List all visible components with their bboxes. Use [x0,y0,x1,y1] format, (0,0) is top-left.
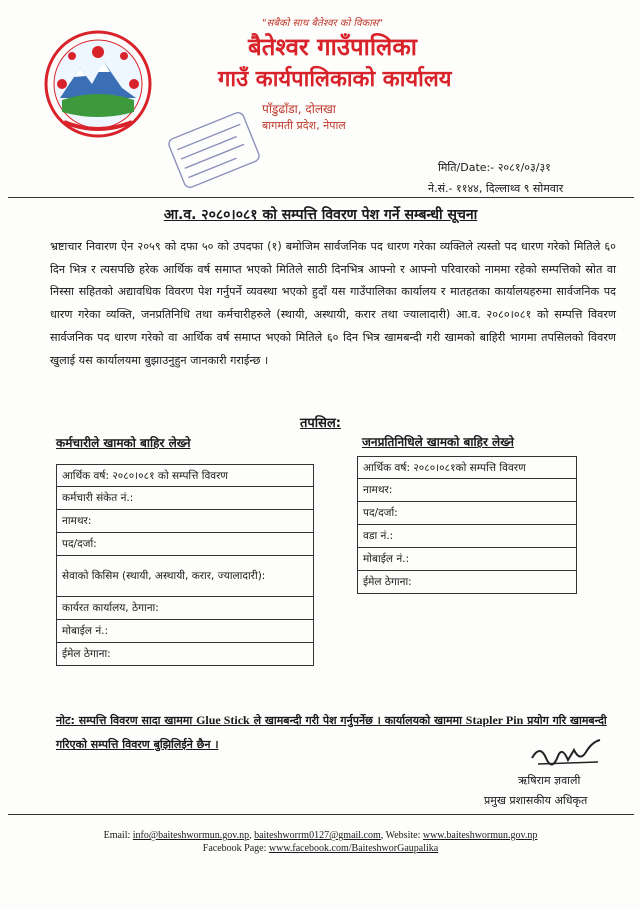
website-label: Website: [385,830,421,841]
website-link[interactable]: www.baiteshwormun.gov.np [422,830,538,841]
footer-facebook [0,843,641,854]
office-seal-icon [168,110,260,190]
footer-contact: Email: info@baiteshwormun.gov.np, baiteshworrm0127@gmail.com, Website: www.baiteshwormun.gov.np [103,830,538,841]
table-row [57,487,314,510]
table-row [358,548,577,571]
representative-section-title: जनप्रतिनिधिले खामको बाहिर लेख्ने [362,435,514,449]
table-row [358,502,577,525]
table-row [57,533,314,556]
form-field: आर्थिक वर्ष: २०८०।०८१ को सम्पत्ति विवरण [57,465,314,487]
form-field: कार्यरत कार्यालय, ठेगाना: [57,597,314,620]
nepal-emblem-icon [42,28,154,140]
employee-envelope-form [56,464,314,666]
office-name: बैतेश्वर गाउँपालिका [248,33,417,61]
form-field: वडा नं.: [358,525,577,548]
form-field: ईमेल ठेगाना: [57,643,314,666]
stapler-pin-text: Stapler Pin [465,713,524,727]
form-field: नामथर: [57,510,314,533]
form-field: पद/दर्जा: [57,533,314,556]
address-line-2: बागमती प्रदेश, नेपाल [262,119,346,132]
table-row [57,597,314,620]
footnote-suffix: प्रयोग गरि खामबन्दी गरिएको सम्पत्ति विवरण बुझिलिईने छैन । [56,714,607,751]
form-field: ईमेल ठेगाना: [358,571,577,594]
date-line: मिति/Date:- २०८१/०३/३१ [438,161,551,174]
form-field: नामथर: [358,479,577,502]
office-motto: "सबैको साथ बैतेश्वर को विकास" [262,18,384,29]
notice-title: आ.व. २०८०।०८१ को सम्पत्ति विवरण पेश गर्ने सम्बन्धी सूचना [163,207,478,223]
representative-envelope-form [357,456,577,594]
email-label: Email: [103,830,131,841]
table-row [358,525,577,548]
form-field: आर्थिक वर्ष: २०८०।०८१को सम्पत्ति विवरण [358,457,577,479]
form-field: मोबाईल नं.: [57,620,314,643]
header-divider [8,197,634,198]
table-row [358,479,577,502]
table-row [57,465,314,487]
form-field: मोबाईल नं.: [358,548,577,571]
table-row [358,571,577,594]
table-row [57,643,314,666]
email-link-1[interactable]: info@baiteshwormun.gov.np [132,830,250,841]
email-link-2[interactable]: baiteshworrm0127@gmail.com [254,830,381,841]
facebook-link[interactable]: www.facebook.com/BaiteshworGaupalika [268,843,439,854]
form-field: पद/दर्जा: [358,502,577,525]
form-field: सेवाको किसिम (स्थायी, अस्थायी, करार, ज्यालादारी): [57,556,314,597]
details-heading: तपसिल: [300,416,341,431]
office-subtitle: गाउँ कार्यपालिकाको कार्यालय [218,67,452,92]
facebook-label: Facebook Page: [202,843,267,854]
footnote-middle: ले खामबन्दी गरी पेश गर्नुपर्नेछ । कार्यालयको खाममा [253,714,462,727]
table-row [57,620,314,643]
footer-divider [8,814,634,815]
employee-section-title: कर्मचारीले खामको बाहिर लेख्ने [56,436,191,450]
signatory-title: प्रमुख प्रशासकीय अधिकृत [484,794,588,807]
footnote-prefix: नोट: सम्पत्ति विवरण सादा खाममा [56,714,193,727]
glue-stick-text: Glue Stick [196,713,250,727]
signatory-name: ऋषिराम ज्ञवाली [518,774,581,787]
handwritten-signature-icon [528,736,608,770]
table-row [57,510,314,533]
table-row [57,556,314,597]
notice-body: भ्रष्टाचार निवारण ऐन २०५९ को दफा ५० को उपदफा (१) बमोजिम सार्वजनिक पद धारण गरेका व्यक्तिले त्यस्तो पद धारण गरेको मितिले ६० दिन भित्र र त्यसपछि हरेक आर्थिक वर्ष समाप्त भएको मितिले साठी दिनभित्र आफ्नो र आफ्नो परिवारको नाममा रहेको सम्पत्तिको स्रोत वा निस्सा सहितको अद्यावधिक विवरण पेश गर्नुपर्ने व्यवस्था भएको हुदाँ यस गाउँपालिका कार्यालय र मातहतका कार्यालयहरुमा सार्वजनिक पद धारण गरेका व्यक्ति, जनप्रतिनिधि तथा कर्मचारीहरुले (स्थायी, अस्थायी, करार तथा ज्यालादारी) आ.व. २०८०।०८१ को सम्पत्ति विवरण सार्वजनिक पद धारण गरेको वा आर्थिक वर्ष समाप्त भएको मितिले ६० दिन भित्र खामबन्दी गरी खामको बाहिरी भागमा तपसिलको विवरण खुलाई यस कार्यालयमा बुझाउनुहुन जानकारी गराईन्छ । [50,240,616,367]
table-row [358,457,577,479]
address-line-1: पाँडुढाँडा, दोलखा [262,102,336,116]
form-field: कर्मचारी संकेत नं.: [57,487,314,510]
nepal-samvat-date: ने.सं.- ११४४, दिल्लाथ्व ९ सोमवार [428,182,564,195]
